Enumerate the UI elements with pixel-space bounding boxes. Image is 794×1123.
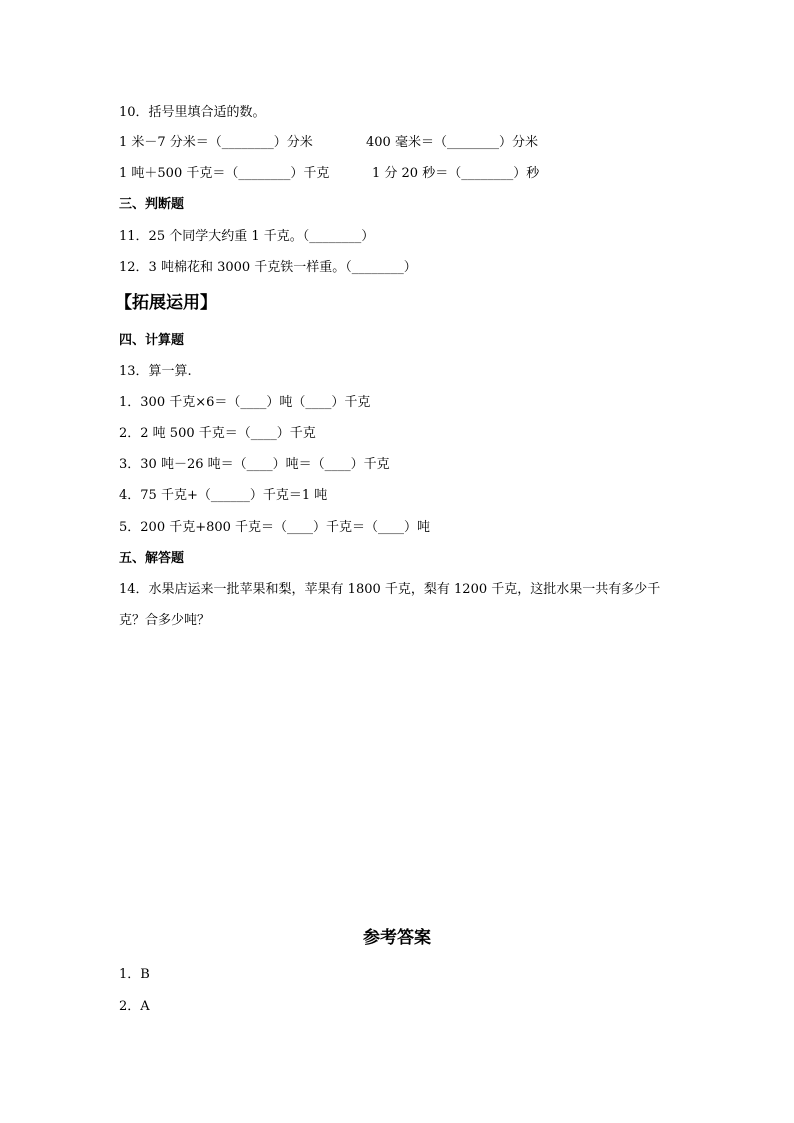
section-4-heading: 四、计算题: [119, 333, 185, 348]
q14-line-2: 克？合多少吨？: [119, 613, 211, 628]
q13-item-1: 1．300 千克×6＝（____）吨（____）千克: [119, 395, 371, 410]
q10-row2-right: 1 分 20 秒＝（________）秒: [372, 166, 540, 181]
answer-item-2: 2．A: [119, 999, 150, 1014]
q13-item-2: 2．2 吨 500 千克＝（____）千克: [119, 426, 316, 441]
q10-row1-left: 1 米－7 分米＝（________）分米: [119, 135, 313, 150]
answers-title: 参考答案: [363, 928, 431, 948]
q13-item-5: 5．200 千克+800 千克＝（____）千克＝（____）吨: [119, 520, 431, 535]
q13-item-4: 4．75 千克+（______）千克＝1 吨: [119, 488, 328, 503]
q14-line-1: 14．水果店运来一批苹果和梨，苹果有 1800 千克，梨有 1200 千克，这批水果一共有多少千: [119, 582, 661, 597]
q10-row1-right: 400 毫米＝（________）分米: [366, 135, 538, 150]
q13-title: 13．算一算.: [119, 364, 192, 379]
q13-item-3: 3．30 吨－26 吨＝（____）吨＝（____）千克: [119, 457, 390, 472]
q12-text: 12．3 吨棉花和 3000 千克铁一样重。（________）: [119, 260, 417, 275]
q11-text: 11．25 个同学大约重 1 千克。（________）: [119, 229, 375, 244]
section-3-heading: 三、判断题: [119, 197, 185, 212]
section-5-heading: 五、解答题: [119, 551, 185, 566]
q10-row2-left: 1 吨＋500 千克＝（________）千克: [119, 166, 330, 181]
extension-heading: 【拓展运用】: [115, 293, 217, 313]
q10-title: 10．括号里填合适的数。: [119, 105, 266, 120]
answer-item-1: 1．B: [119, 967, 150, 982]
